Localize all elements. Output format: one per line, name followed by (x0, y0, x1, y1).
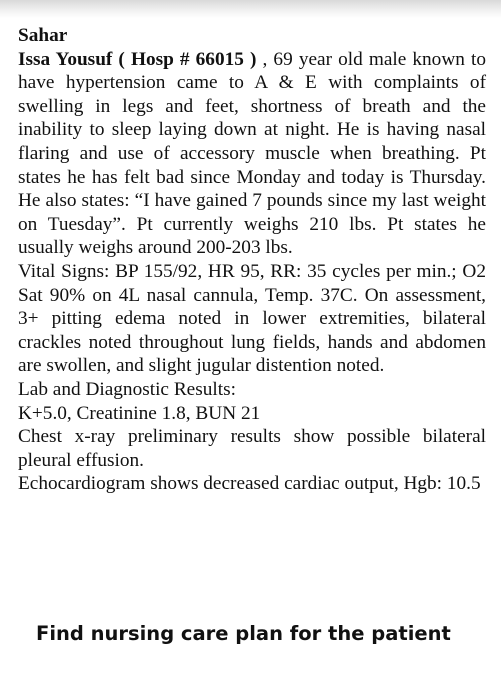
author-name: Sahar (18, 25, 68, 46)
case-document (18, 24, 486, 496)
case-intro-paragraph (18, 48, 486, 260)
vital-signs-paragraph: Vital Signs: BP 155/92, HR 95, RR: 35 cycles per min.; O2 Sat 90% on 4L nasal cannula, Temp. 37C. On assessment, 3+ pitting edema noted in lower extremities, bilateral crackles noted throughout lung fields, hands and abdomen are swollen, and slight jugular distention noted. (18, 260, 486, 377)
chest-xray-paragraph: Chest x-ray preliminary results show possible bilateral pleural effusion. (18, 426, 486, 471)
top-shadow-bar (0, 0, 501, 18)
lab-values: K+5.0, Creatinine 1.8, BUN 21 (18, 402, 261, 424)
lab-heading: Lab and Diagnostic Results: (18, 378, 236, 400)
echocardiogram-paragraph: Echocardiogram shows decreased cardiac output, Hgb: 10.5 (18, 473, 481, 495)
case-intro-text: , 69 year old male known to have hypertension came to A & E with complaints of swelling in legs and feet, shortness of breath and the inability to sleep laying down at night. He is having nasal flaring and use of accessory muscle when breathing. Pt states he has felt bad since Monday and today is Thursday. He also states: “I have gained 7 pounds since my last weight on Tuesday”. Pt currently weighs 210 lbs. Pt states he usually weighs around 200-203 lbs. (18, 48, 486, 259)
patient-name-id: Issa Yousuf ( Hosp # 66015 ) (18, 48, 257, 70)
question-heading: Find nursing care plan for the patient (36, 622, 451, 645)
